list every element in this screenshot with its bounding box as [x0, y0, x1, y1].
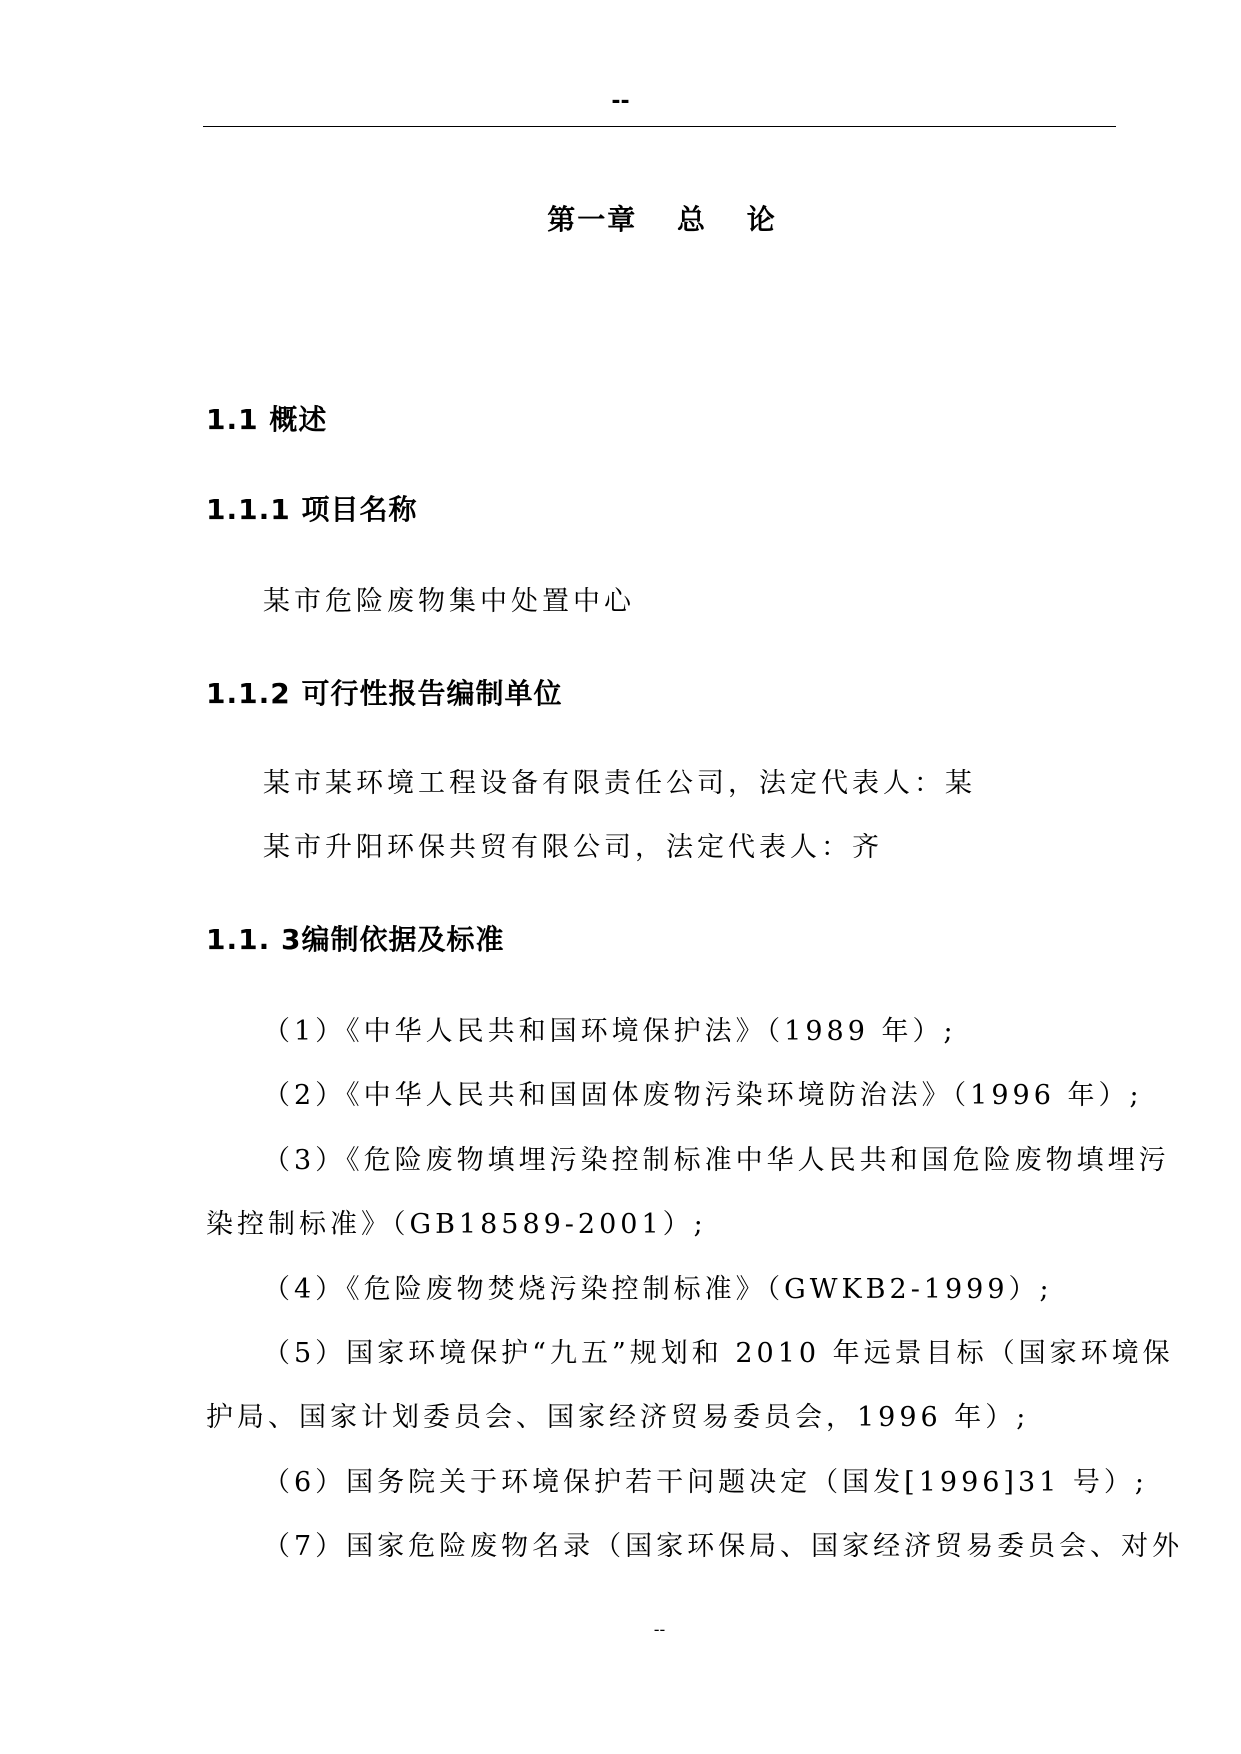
- reference-item-6: （6）国务院关于环境保护若干问题决定（国发[1996]31 号）;: [263, 1467, 1148, 1498]
- reference-item-5-line-2: 护局、国家计划委员会、国家经济贸易委员会，1996 年）;: [206, 1402, 1030, 1433]
- compiler-unit-line-2: 某市升阳环保共贸有限公司，法定代表人：齐: [263, 832, 883, 863]
- reference-item-3-line-2: 染控制标准》（GB18589-2001）;: [206, 1209, 707, 1240]
- page-footer-mark: --: [653, 1620, 666, 1639]
- section-heading-1-1-2: 1.1.2 可行性报告编制单位: [206, 677, 563, 710]
- chapter-title: 第一章 总 论: [547, 203, 777, 236]
- reference-item-4: （4）《危险废物焚烧污染控制标准》（GWKB2-1999）;: [263, 1274, 1053, 1305]
- reference-item-1: （1）《中华人民共和国环境保护法》（1989 年）;: [263, 1016, 957, 1047]
- reference-item-2: （2）《中华人民共和国固体废物污染环境防治法》（1996 年）;: [263, 1080, 1143, 1111]
- compiler-unit-line-1: 某市某环境工程设备有限责任公司，法定代表人：某: [263, 768, 976, 799]
- section-heading-1-1-1: 1.1.1 项目名称: [206, 493, 418, 526]
- reference-item-7-line-1: （7）国家危险废物名录（国家环保局、国家经济贸易委员会、对外: [263, 1531, 1184, 1562]
- section-heading-1-1-3: 1.1. 3编制依据及标准: [206, 923, 505, 956]
- project-name-text: 某市危险废物集中处置中心: [263, 586, 635, 617]
- reference-item-5-line-1: （5）国家环境保护“九五”规划和 2010 年远景目标（国家环境保: [263, 1338, 1174, 1369]
- section-heading-1-1: 1.1 概述: [206, 403, 328, 436]
- header-rule: [203, 126, 1116, 127]
- reference-item-3-line-1: （3）《危险废物填埋污染控制标准中华人民共和国危险废物填埋污: [263, 1145, 1170, 1176]
- page-header-mark: --: [611, 89, 630, 114]
